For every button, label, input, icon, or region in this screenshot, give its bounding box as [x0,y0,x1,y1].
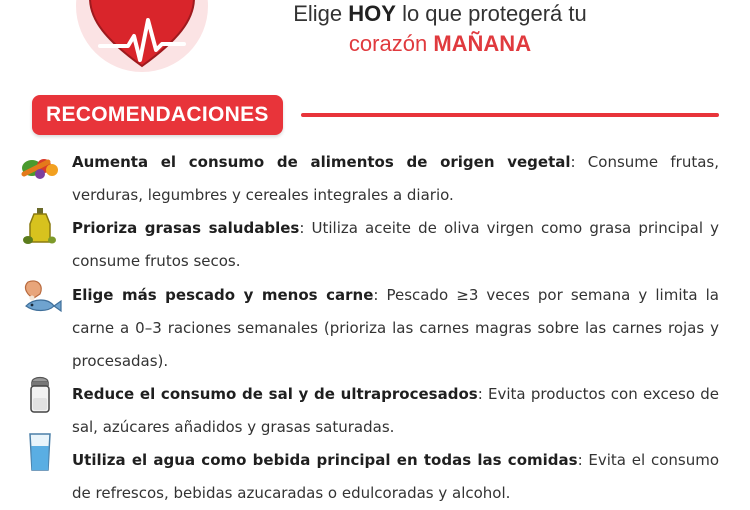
vegetables-icon [18,148,62,188]
fish-meat-icon [18,276,62,316]
section-title: RECOMENDACIONES [32,95,283,135]
headline-line-2: corazón MAÑANA [348,31,532,56]
list-item: Elige más pescado y menos carne: Pescado ≥3 veces por semana y limita la carne a 0–3 raciones semanales (prioriza las carnes magras sobre las carnes rojas y procesadas). [72,286,719,370]
section-divider [301,113,719,117]
salt-shaker-icon [18,374,62,414]
heart-icon [76,0,208,72]
list-item: Prioriza grasas saludables: Utiliza aceite de oliva virgen como grasa principal y consume frutos secos. [72,219,719,270]
heart-badge [76,0,208,72]
water-glass-icon [18,432,62,472]
olive-oil-icon [18,206,62,246]
list-item: Aumenta el consumo de alimentos de origen vegetal: Consume frutas, verduras, legumbres y cereales integrales a diario. [72,153,719,204]
headline-line-1: Elige HOY lo que protegerá tu [293,1,587,26]
list-item: Reduce el consumo de sal y de ultraprocesados: Evita productos con exceso de sal, azúcares añadidos y grasas saturadas. [72,385,719,436]
list-item: Utiliza el agua como bebida principal en todas las comidas: Evita el consumo de refrescos, bebidas azucaradas o edulcoradas y alcohol. [72,451,719,502]
headline [240,0,640,60]
